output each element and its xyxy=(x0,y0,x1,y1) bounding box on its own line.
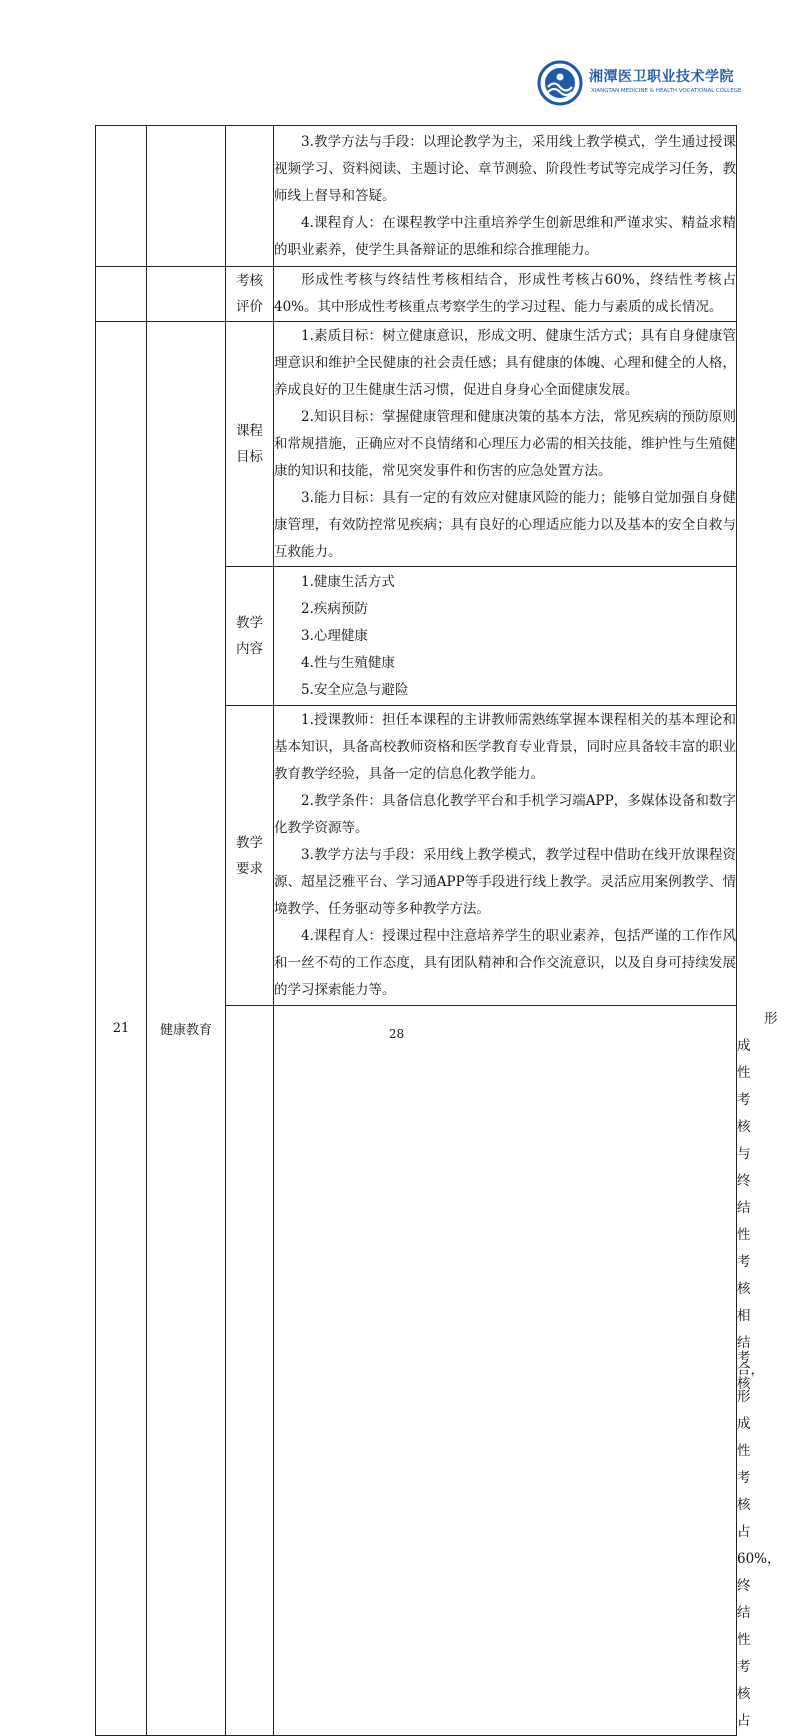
requirement-item: 3.教学方法与手段：采用线上教学模式，教学过程中借助在线开放课程资源、超星泛雅平台、学习通APP等手段进行线上教学。灵活应用案例教学、情境教学、任务驱动等多种教学方法。 xyxy=(274,847,736,917)
content-item: 5.安全应急与避险 xyxy=(301,681,409,698)
assessment-label: 考核 评价 xyxy=(226,267,274,322)
content-label: 教学 内容 xyxy=(226,567,274,706)
content-item: 4.性与生殖健康 xyxy=(301,654,395,671)
course-cell-empty xyxy=(147,267,226,322)
no-cell-empty xyxy=(226,1006,274,1736)
prev-requirements-content xyxy=(274,126,737,267)
table-row xyxy=(96,267,737,322)
curriculum-table xyxy=(95,125,781,1736)
label-cell-empty xyxy=(226,126,274,267)
table-row: 考核 形成性考核与终结性考核相结合，形成性考核占60%，终结性考核占 xyxy=(96,1006,737,1736)
college-name-cn: 湘潭医卫职业技术学院 xyxy=(589,69,734,85)
requirements-label: 教学 要求 xyxy=(226,706,274,1006)
table-row xyxy=(96,126,737,267)
content-item: 1.健康生活方式 xyxy=(301,573,395,590)
assessment-content xyxy=(274,267,737,322)
goal-label: 课程 目标 xyxy=(226,322,274,567)
requirements-content xyxy=(274,706,737,1006)
requirement-item: 1.授课教师：担任本课程的主讲教师需熟练掌握本课程相关的基本理论和基本知识，具备高校教师资格和医学教育专业背景，同时应具备较丰富的职业教育教学经验，具备一定的信息化教学能力。 xyxy=(274,712,736,782)
assessment-text: 形成性考核与终结性考核相结合，形成性考核占60%，终结性考核占40%。其中形成性考核重点考察学生的学习过程、能力与素质的成长情况。 xyxy=(274,272,736,315)
content-item: 3.心理健康 xyxy=(301,627,368,644)
requirement-item: 3.教学方法与手段：以理论教学为主，采用线上教学模式，学生通过授课视频学习、资料阅读、主题讨论、章节测验、阶段性考试等完成学习任务，教师线上督导和答疑。 xyxy=(274,133,736,204)
requirement-item: 4.课程育人：在课程教学中注重培养学生创新思维和严谨求实、精益求精的职业素养，使学生具备辩证的思维和综合推理能力。 xyxy=(274,214,736,258)
no-cell-empty xyxy=(96,267,147,322)
course-number: 21 xyxy=(96,322,147,1736)
content-item: 2.疾病预防 xyxy=(301,600,368,617)
no-cell-empty xyxy=(96,126,147,267)
teaching-content xyxy=(274,567,737,706)
course-name: 健康教育 xyxy=(147,322,226,1736)
goal-content xyxy=(274,322,737,567)
college-emblem-icon xyxy=(537,60,583,106)
course-cell-empty xyxy=(147,126,226,267)
page-number: 28 xyxy=(388,1027,405,1041)
requirement-item: 2.教学条件：具备信息化教学平台和手机学习端APP，多媒体设备和数字化教学资源等。 xyxy=(274,793,736,836)
college-name-en: XIANGTAN MEDICINE & HEALTH VOCATIONAL COLLEGE xyxy=(591,88,742,94)
goal-item: 2.知识目标：掌握健康管理和健康决策的基本方法，常见疾病的预防原则和常规措施，正确应对不良情绪和心理压力必需的相关技能，维护性与生殖健康的知识和技能，常见突发事件和伤害的应急处置方法。 xyxy=(274,408,736,479)
table-row xyxy=(96,322,737,567)
goal-item: 3.能力目标：具有一定的有效应对健康风险的能力；能够自觉加强自身健康管理，有效防控常见疾病；具有良好的心理适应能力以及基本的安全自救与互救能力。 xyxy=(274,489,736,560)
goal-item: 1.素质目标：树立健康意识，形成文明、健康生活方式；具有自身健康管理意识和维护全民健康的社会责任感；具有健康的体魄、心理和健全的人格，养成良好的卫生健康生活习惯，促进自身身心全面健康发展。 xyxy=(274,327,736,398)
course-cell-empty xyxy=(274,1006,737,1736)
college-logo xyxy=(537,60,747,108)
requirement-item: 4.课程育人：授课过程中注意培养学生的职业素养，包括严谨的工作作风和一丝不苟的工作态度，具有团队精神和合作交流意识，以及自身可持续发展的学习探索能力等。 xyxy=(274,928,736,998)
